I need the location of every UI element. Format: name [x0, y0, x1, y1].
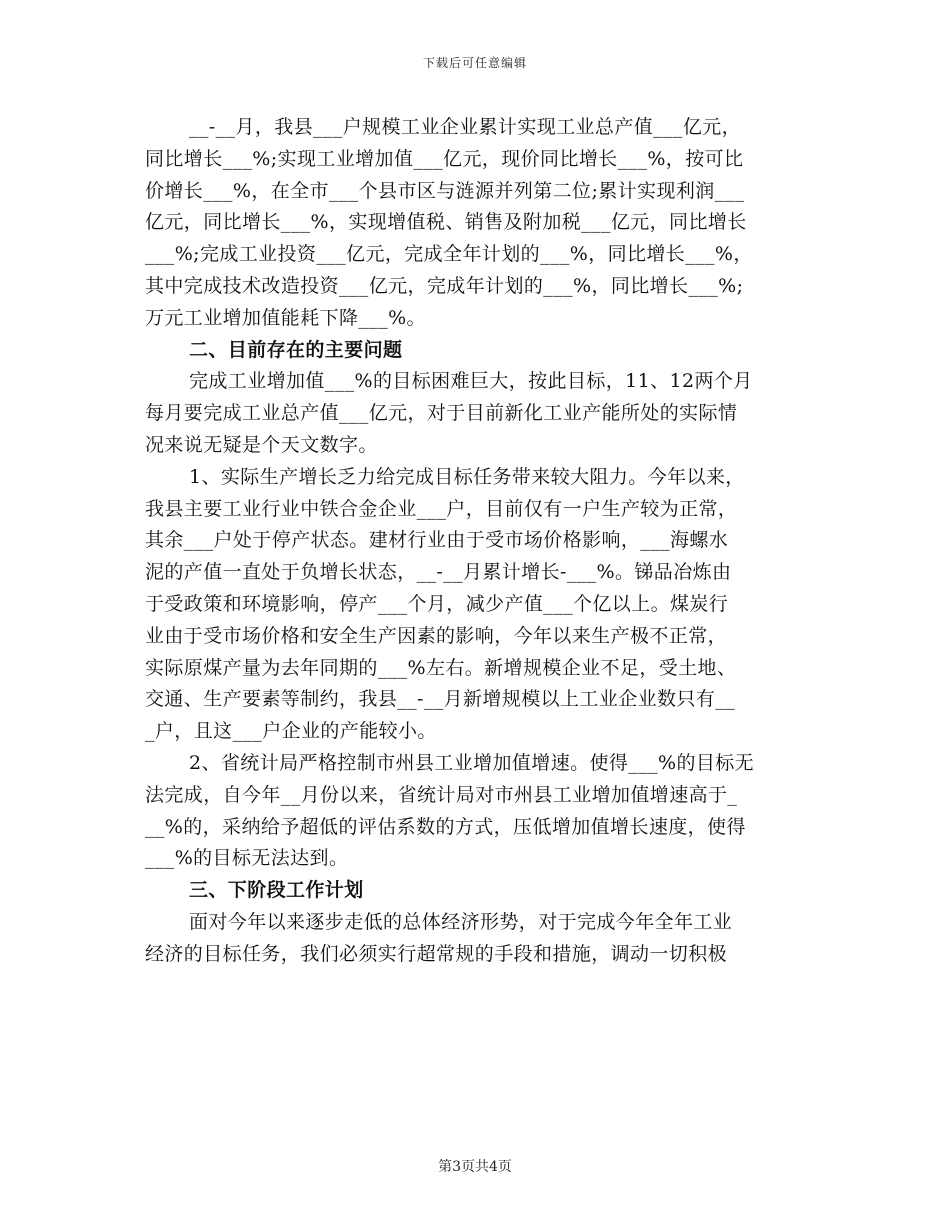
text-line: 泥的产值一直处于负增长状态，__-__月累计增长-___%。锑品冶炼由: [145, 561, 732, 584]
text-line: 交通、生产要素等制约，我县__-__月新增规模以上工业企业数只有__: [145, 688, 736, 711]
page-footer: 第3页共4页: [438, 1159, 512, 1175]
text-line: 万元工业增加值能耗下降___%。: [145, 306, 426, 329]
text-line: _户，且这___户企业的产能较小。: [145, 720, 437, 743]
text-line: 价增长___%，在全市___个县市区与涟源并列第二位;累计实现利润___: [145, 179, 745, 202]
text-line: 我县主要工业行业中铁合金企业___户，目前仅有一户生产较为正常，: [145, 497, 738, 520]
text-line: 法完成，自今年__月份以来，省统计局对市州县工业增加值增速高于_: [145, 783, 738, 806]
text-line: 经济的目标任务，我们必须实行超常规的手段和措施，调动一切积极: [145, 942, 728, 965]
text-line: 2、省统计局严格控制市州县工业增加值增速。使得___%的目标无: [189, 751, 755, 774]
text-line: ___%;完成工业投资___亿元，完成全年计划的___%，同比增长___%，: [145, 243, 753, 266]
text-line: 况来说无疑是个天文数字。: [145, 433, 378, 456]
text-line: 实际原煤产量为去年同期的___%左右。新增规模企业不足，受土地、: [145, 656, 737, 679]
text-line: 完成工业增加值___%的目标困难巨大，按此目标，11、12两个月: [189, 370, 753, 393]
text-line: 面对今年以来逐步走低的总体经济形势，对于完成今年全年工业: [189, 910, 733, 933]
text-line: 于受政策和环境影响，停产___个月，减少产值___个亿以上。煤炭行: [145, 592, 729, 615]
text-line: __%的，采纳给予超低的评估系数的方式，压低增加值增长速度，使得: [145, 815, 746, 838]
text-line: ___%的目标无法达到。: [145, 847, 349, 870]
text-line: 同比增长___%;实现工业增加值___亿元，现价同比增长___%，按可比: [145, 147, 744, 170]
text-line: 1、实际生产增长乏力给完成目标任务带来较大阻力。今年以来，: [189, 465, 745, 488]
text-line: 其中完成技术改造投资___亿元，完成年计划的___%，同比增长___%;: [145, 274, 744, 297]
section-heading: 二、目前存在的主要问题: [189, 338, 403, 361]
text-line: __-__月，我县___户规模工业企业累计实现工业总产值___亿元，: [189, 116, 742, 138]
text-line: 其余___户处于停产状态。建材行业由于受市场价格影响，___海螺水: [145, 529, 729, 552]
text-line: 业由于受市场价格和安全生产因素的影响，今年以来生产极不正常，: [145, 624, 728, 647]
page-header: 下载后可任意编辑: [422, 56, 527, 70]
text-line: 每月要完成工业总产值___亿元，对于目前新化工业产能所处的实际情: [145, 402, 738, 425]
text-line: 亿元，同比增长___%，实现增值税、销售及附加税___亿元，同比增长: [145, 211, 747, 234]
document-body: [145, 112, 810, 971]
section-heading: 三、下阶段工作计划: [189, 879, 364, 902]
